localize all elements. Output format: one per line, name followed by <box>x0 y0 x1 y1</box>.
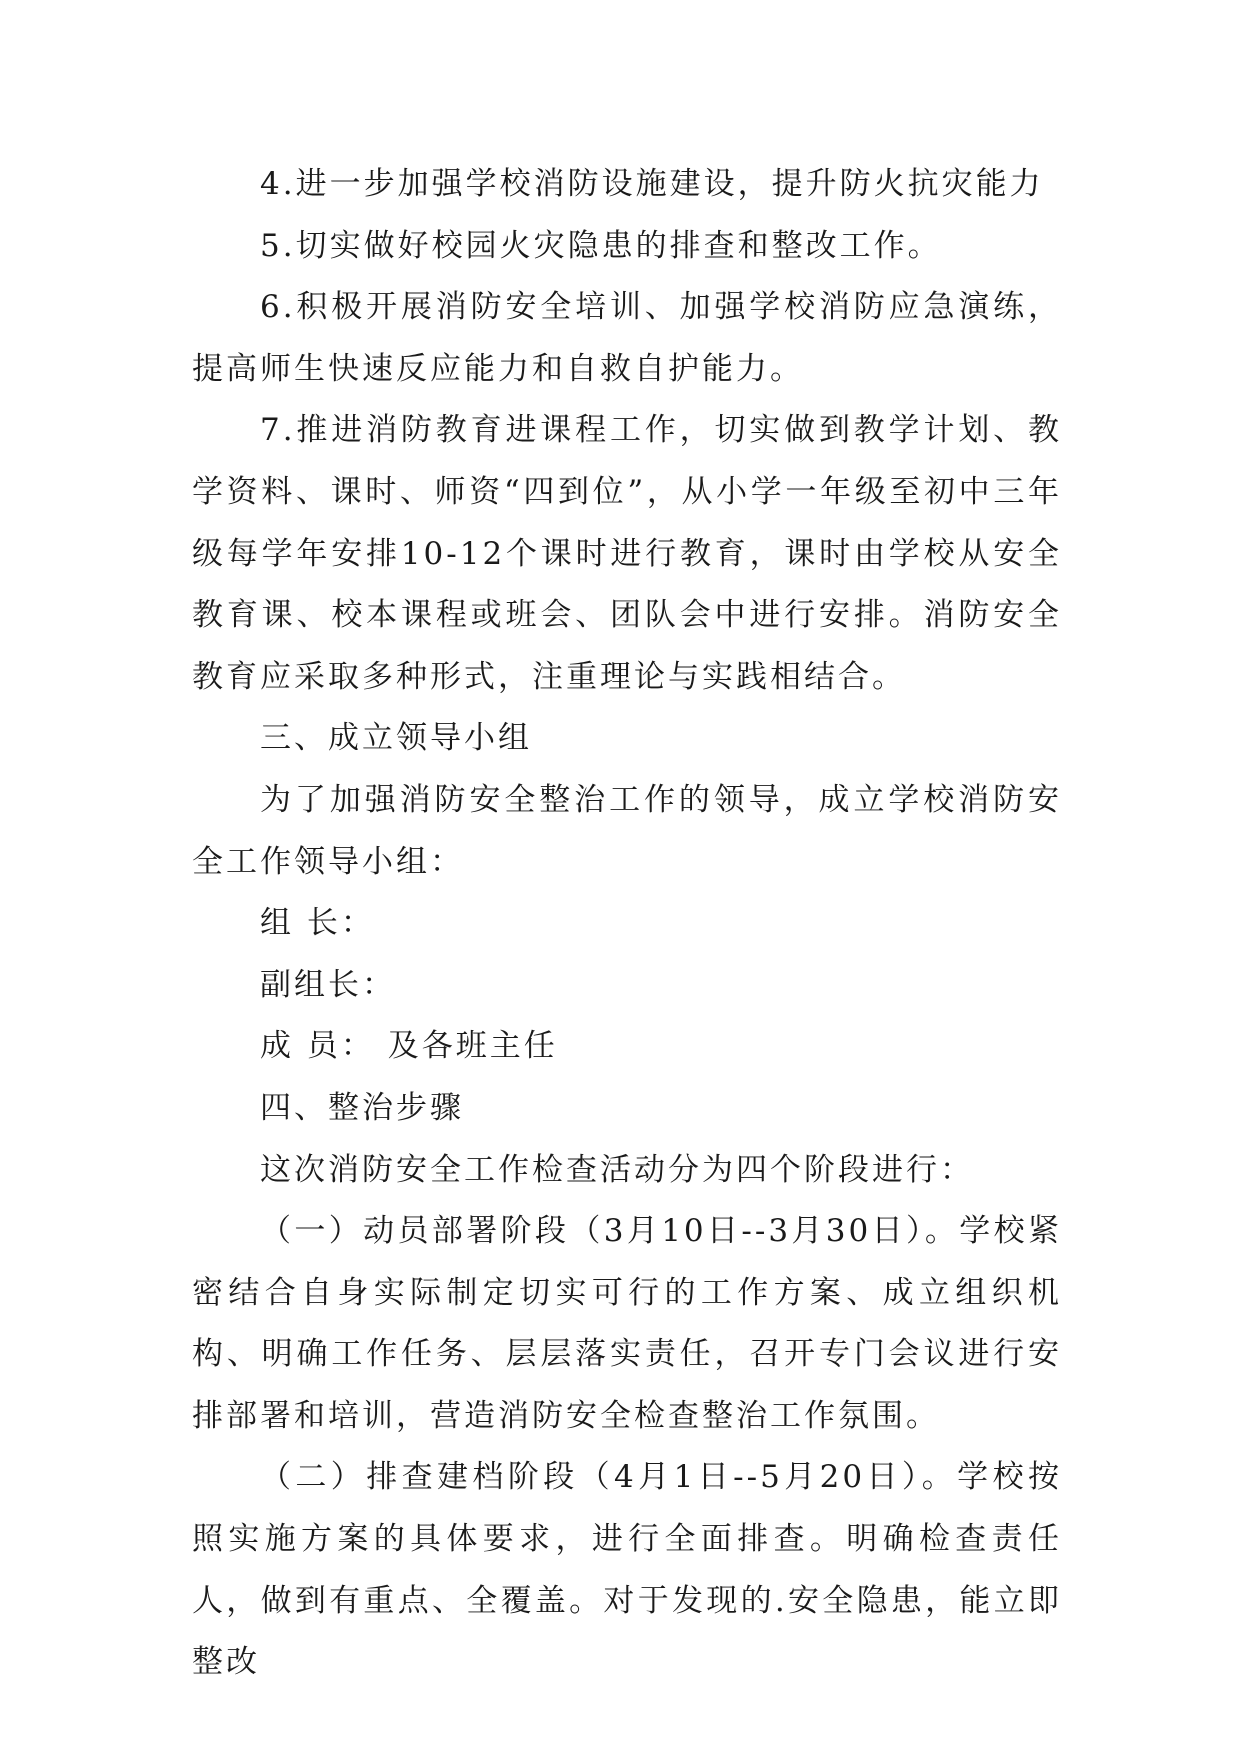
section-heading-steps: 四、整治步骤 <box>260 1089 464 1126</box>
paragraph-item-7: 7.推进消防教育进课程工作，切实做到教学计划、教学资料、课时、师资“四到位”，从小学一年级至初中三年级每学年安排10-12个课时进行教育，课时由学校从安全教育课、校本课程或班会、团队会中进行安排。消防安全教育应采取多种形式，注重理论与实践相结合。 <box>192 412 1062 695</box>
members-line: 成 员： 及各班主任 <box>260 1028 558 1065</box>
paragraph-leadership-intro: 为了加强消防安全整治工作的领导，成立学校消防安全工作领导小组： <box>192 781 1062 880</box>
paragraph-item-5: 5.切实做好校园火灾隐患的排查和整改工作。 <box>260 227 942 264</box>
document-body <box>192 154 1062 1694</box>
paragraph-stages-intro: 这次消防安全工作检查活动分为四个阶段进行： <box>260 1151 974 1188</box>
group-leader-line: 组 长： <box>260 905 375 942</box>
paragraph-item-6: 6.积极开展消防安全培训、加强学校消防应急演练，提高师生快速反应能力和自救自护能力。 <box>192 289 1062 387</box>
section-heading-leadership-group: 三、成立领导小组 <box>260 720 532 757</box>
paragraph-stage-one: （一）动员部署阶段（3月10日--3月30日）。学校紧密结合自身实际制定切实可行的工作方案、成立组织机构、明确工作任务、层层落实责任，召开专门会议进行安排部署和培训，营造消防安全检查整治工作氛围。 <box>192 1213 1062 1434</box>
deputy-leader-line: 副组长： <box>260 966 396 1003</box>
paragraph-stage-two: （二）排查建档阶段（4月1日--5月20日）。学校按照实施方案的具体要求，进行全面排查。明确检查责任人，做到有重点、全覆盖。对于发现的.安全隐患，能立即整改 <box>192 1459 1062 1681</box>
paragraph-item-4: 4.进一步加强学校消防设施建设，提升防火抗灾能力 <box>260 166 1044 202</box>
